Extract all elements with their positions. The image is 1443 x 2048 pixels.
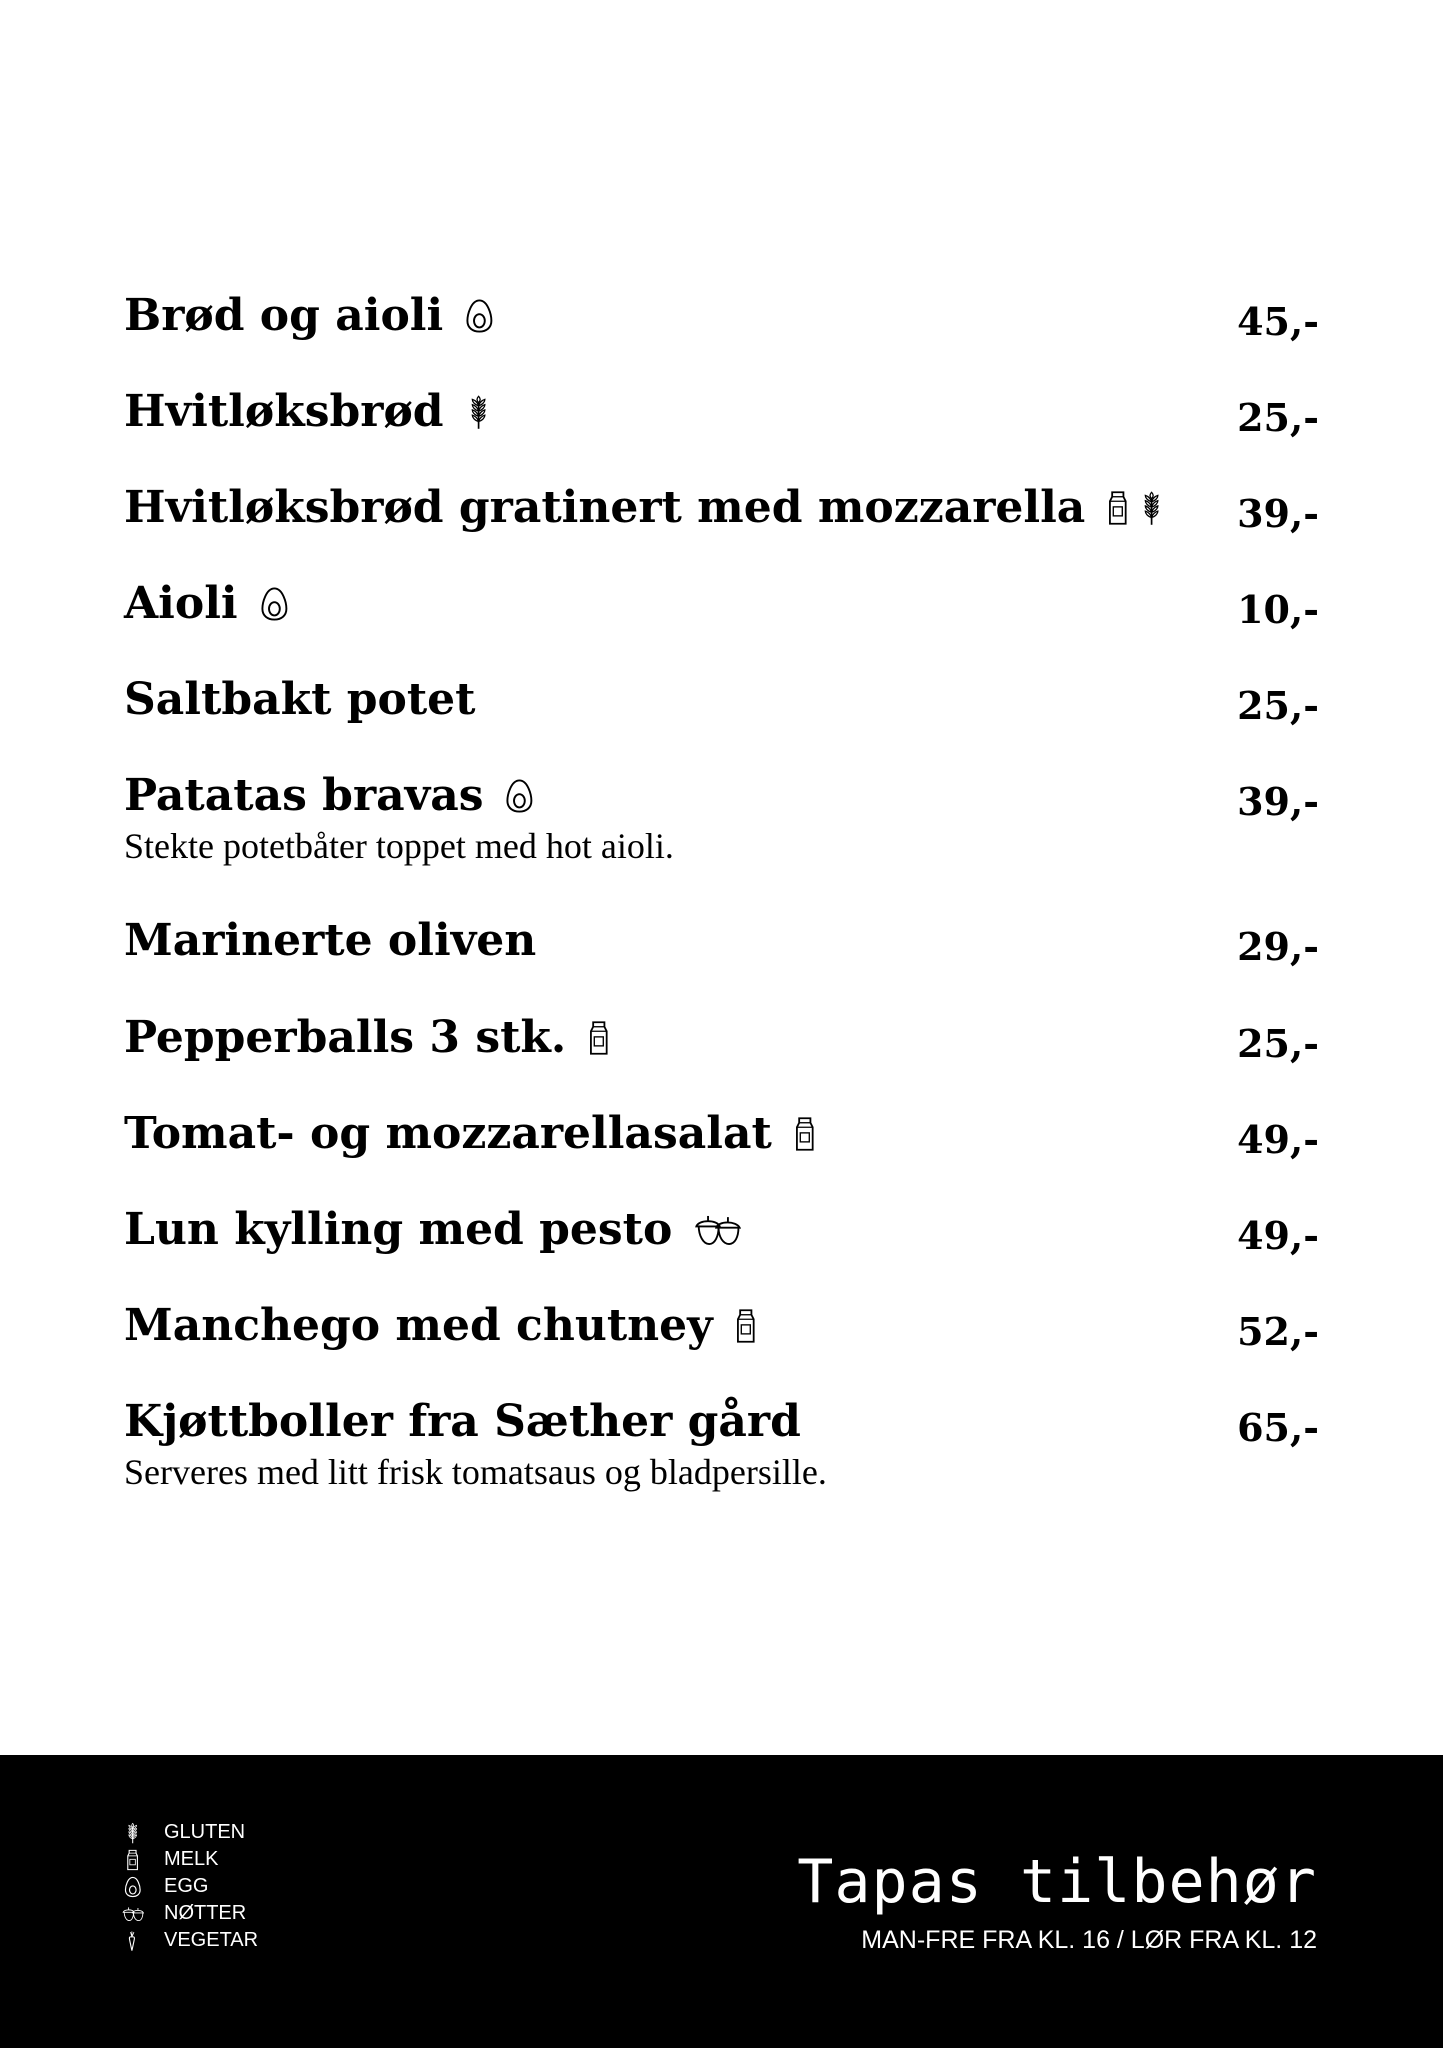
allergen-icons (1107, 490, 1164, 526)
item-price: 25,- (1237, 395, 1319, 440)
legend-label: GLUTEN (164, 1821, 246, 1843)
legend-item (122, 1927, 258, 1954)
item-description: Serveres med litt frisk tomatsaus og bladpersille. (124, 1452, 827, 1492)
item-name: Patatas bravas (124, 770, 484, 821)
legend-label: VEGETAR (164, 1929, 259, 1951)
item-description: Stekte potetbåter toppet med hot aioli. (124, 826, 674, 866)
item-name: Pepperballs 3 stk. (124, 1012, 567, 1063)
item-price: 10,- (1237, 587, 1319, 632)
allergen-icons (466, 394, 491, 430)
item-name: Brød og aioli (124, 290, 444, 341)
allergen-icons (694, 1212, 741, 1248)
gluten-icon (122, 1822, 144, 1844)
allergen-icons (505, 778, 534, 814)
item-name: Marinerte oliven (124, 915, 537, 966)
item-price: 49,- (1237, 1213, 1319, 1258)
item-name: Saltbakt potet (124, 674, 476, 725)
legend-label: NØTTER (164, 1902, 247, 1924)
egg-icon (122, 1876, 144, 1898)
item-price: 39,- (1237, 779, 1319, 824)
item-name: Manchego med chutney (124, 1300, 713, 1351)
nuts-icon (694, 1212, 741, 1248)
milk-icon (1107, 490, 1129, 526)
legend-label: EGG (164, 1875, 209, 1897)
item-price: 39,- (1237, 491, 1319, 536)
egg-icon (465, 298, 494, 334)
vegetarian-icon (122, 1930, 144, 1952)
nuts-icon (122, 1903, 144, 1925)
legend-item (122, 1819, 258, 1846)
item-price: 45,- (1237, 299, 1319, 344)
allergen-icons (588, 1020, 610, 1056)
item-price: 49,- (1237, 1117, 1319, 1162)
item-name: Hvitløksbrød (124, 386, 444, 437)
item-name: Hvitløksbrød gratinert med mozzarella (124, 482, 1086, 533)
legend-item (122, 1846, 258, 1873)
item-name: Tomat- og mozzarellasalat (124, 1108, 772, 1159)
legend-item (122, 1873, 258, 1900)
allergen-icons (735, 1308, 757, 1344)
item-price: 25,- (1237, 683, 1319, 728)
item-name: Kjøttboller fra Sæther gård (124, 1396, 801, 1447)
egg-icon (260, 586, 289, 622)
gluten-icon (466, 394, 491, 430)
allergen-icons (260, 586, 289, 622)
milk-icon (735, 1308, 757, 1344)
item-price: 29,- (1237, 924, 1319, 969)
milk-icon (794, 1116, 816, 1152)
item-price: 52,- (1237, 1309, 1319, 1354)
item-price: 65,- (1237, 1405, 1319, 1450)
menu-title: Tapas tilbehør (797, 1847, 1317, 1917)
milk-icon (588, 1020, 610, 1056)
legend-item (122, 1900, 258, 1927)
milk-icon (122, 1849, 144, 1871)
legend-label: MELK (164, 1848, 219, 1870)
footer (0, 1755, 1443, 2048)
allergen-icons (465, 298, 494, 334)
allergen-legend (122, 1819, 258, 1954)
item-price: 25,- (1237, 1021, 1319, 1066)
allergen-icons (794, 1116, 816, 1152)
opening-hours: MAN-FRE FRA KL. 16 / LØR FRA KL. 12 (861, 1926, 1317, 1954)
item-name: Lun kylling med pesto (124, 1204, 673, 1255)
egg-icon (505, 778, 534, 814)
gluten-icon (1139, 490, 1164, 526)
item-name: Aioli (124, 578, 238, 629)
